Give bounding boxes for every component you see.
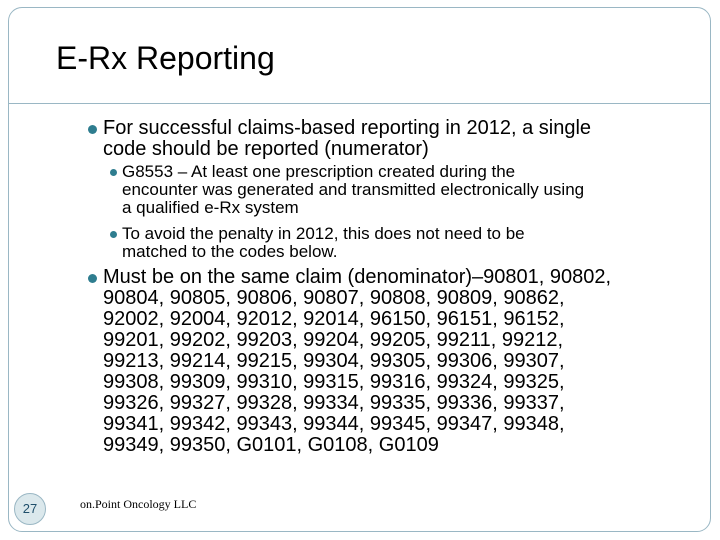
footer-company: on.Point Oncology LLC bbox=[80, 497, 197, 511]
bullet-line: For successful claims-based reporting in 2012, a single bbox=[103, 117, 592, 139]
sub-bullet-line: encounter was generated and transmitted electronically using bbox=[122, 180, 585, 199]
bullet-line: code should be reported (numerator) bbox=[103, 138, 429, 160]
bullet-line: 99308, 99309, 99310, 99315, 99316, 99324, 99325, bbox=[103, 371, 565, 393]
sub-bullet-line: a qualified e-Rx system bbox=[122, 198, 299, 217]
bullet-line: 99326, 99327, 99328, 99334, 99335, 99336, 99337, bbox=[103, 392, 565, 414]
sub-bullet-marker-icon bbox=[110, 169, 117, 176]
sub-bullet-item-1 bbox=[122, 163, 584, 217]
sub-bullet-item-2 bbox=[122, 225, 525, 261]
sub-bullet-line: G8553 – At least one prescription created during the bbox=[122, 162, 516, 181]
bullet-line: 90804, 90805, 90806, 90807, 90808, 90809, 90862, bbox=[103, 287, 565, 309]
bullet-line: 99213, 99214, 99215, 99304, 99305, 99306, 99307, bbox=[103, 350, 565, 372]
bullet-line: Must be on the same claim (denominator)–90801, 90802, bbox=[103, 266, 612, 288]
sub-bullet-line: To avoid the penalty in 2012, this does not need to be bbox=[122, 224, 525, 243]
bullet-marker-icon bbox=[88, 125, 97, 134]
bullet-line: 99341, 99342, 99343, 99344, 99345, 99347, 99348, bbox=[103, 413, 565, 435]
bullet-line: 99201, 99202, 99203, 99204, 99205, 99211, 99212, bbox=[103, 329, 564, 351]
bullet-item-2 bbox=[103, 267, 611, 456]
sub-bullet-marker-icon bbox=[110, 231, 117, 238]
slide-title: E-Rx Reporting bbox=[56, 40, 275, 76]
bullet-line: 92002, 92004, 92012, 92014, 96150, 96151, 96152, bbox=[103, 308, 565, 330]
bullet-line: 99349, 99350, G0101, G0108, G0109 bbox=[103, 434, 439, 456]
bullet-marker-icon bbox=[88, 274, 97, 283]
bullet-item-1 bbox=[103, 118, 591, 160]
page-number-badge: 27 bbox=[14, 493, 46, 525]
title-divider bbox=[8, 103, 711, 104]
sub-bullet-line: matched to the codes below. bbox=[122, 242, 338, 261]
